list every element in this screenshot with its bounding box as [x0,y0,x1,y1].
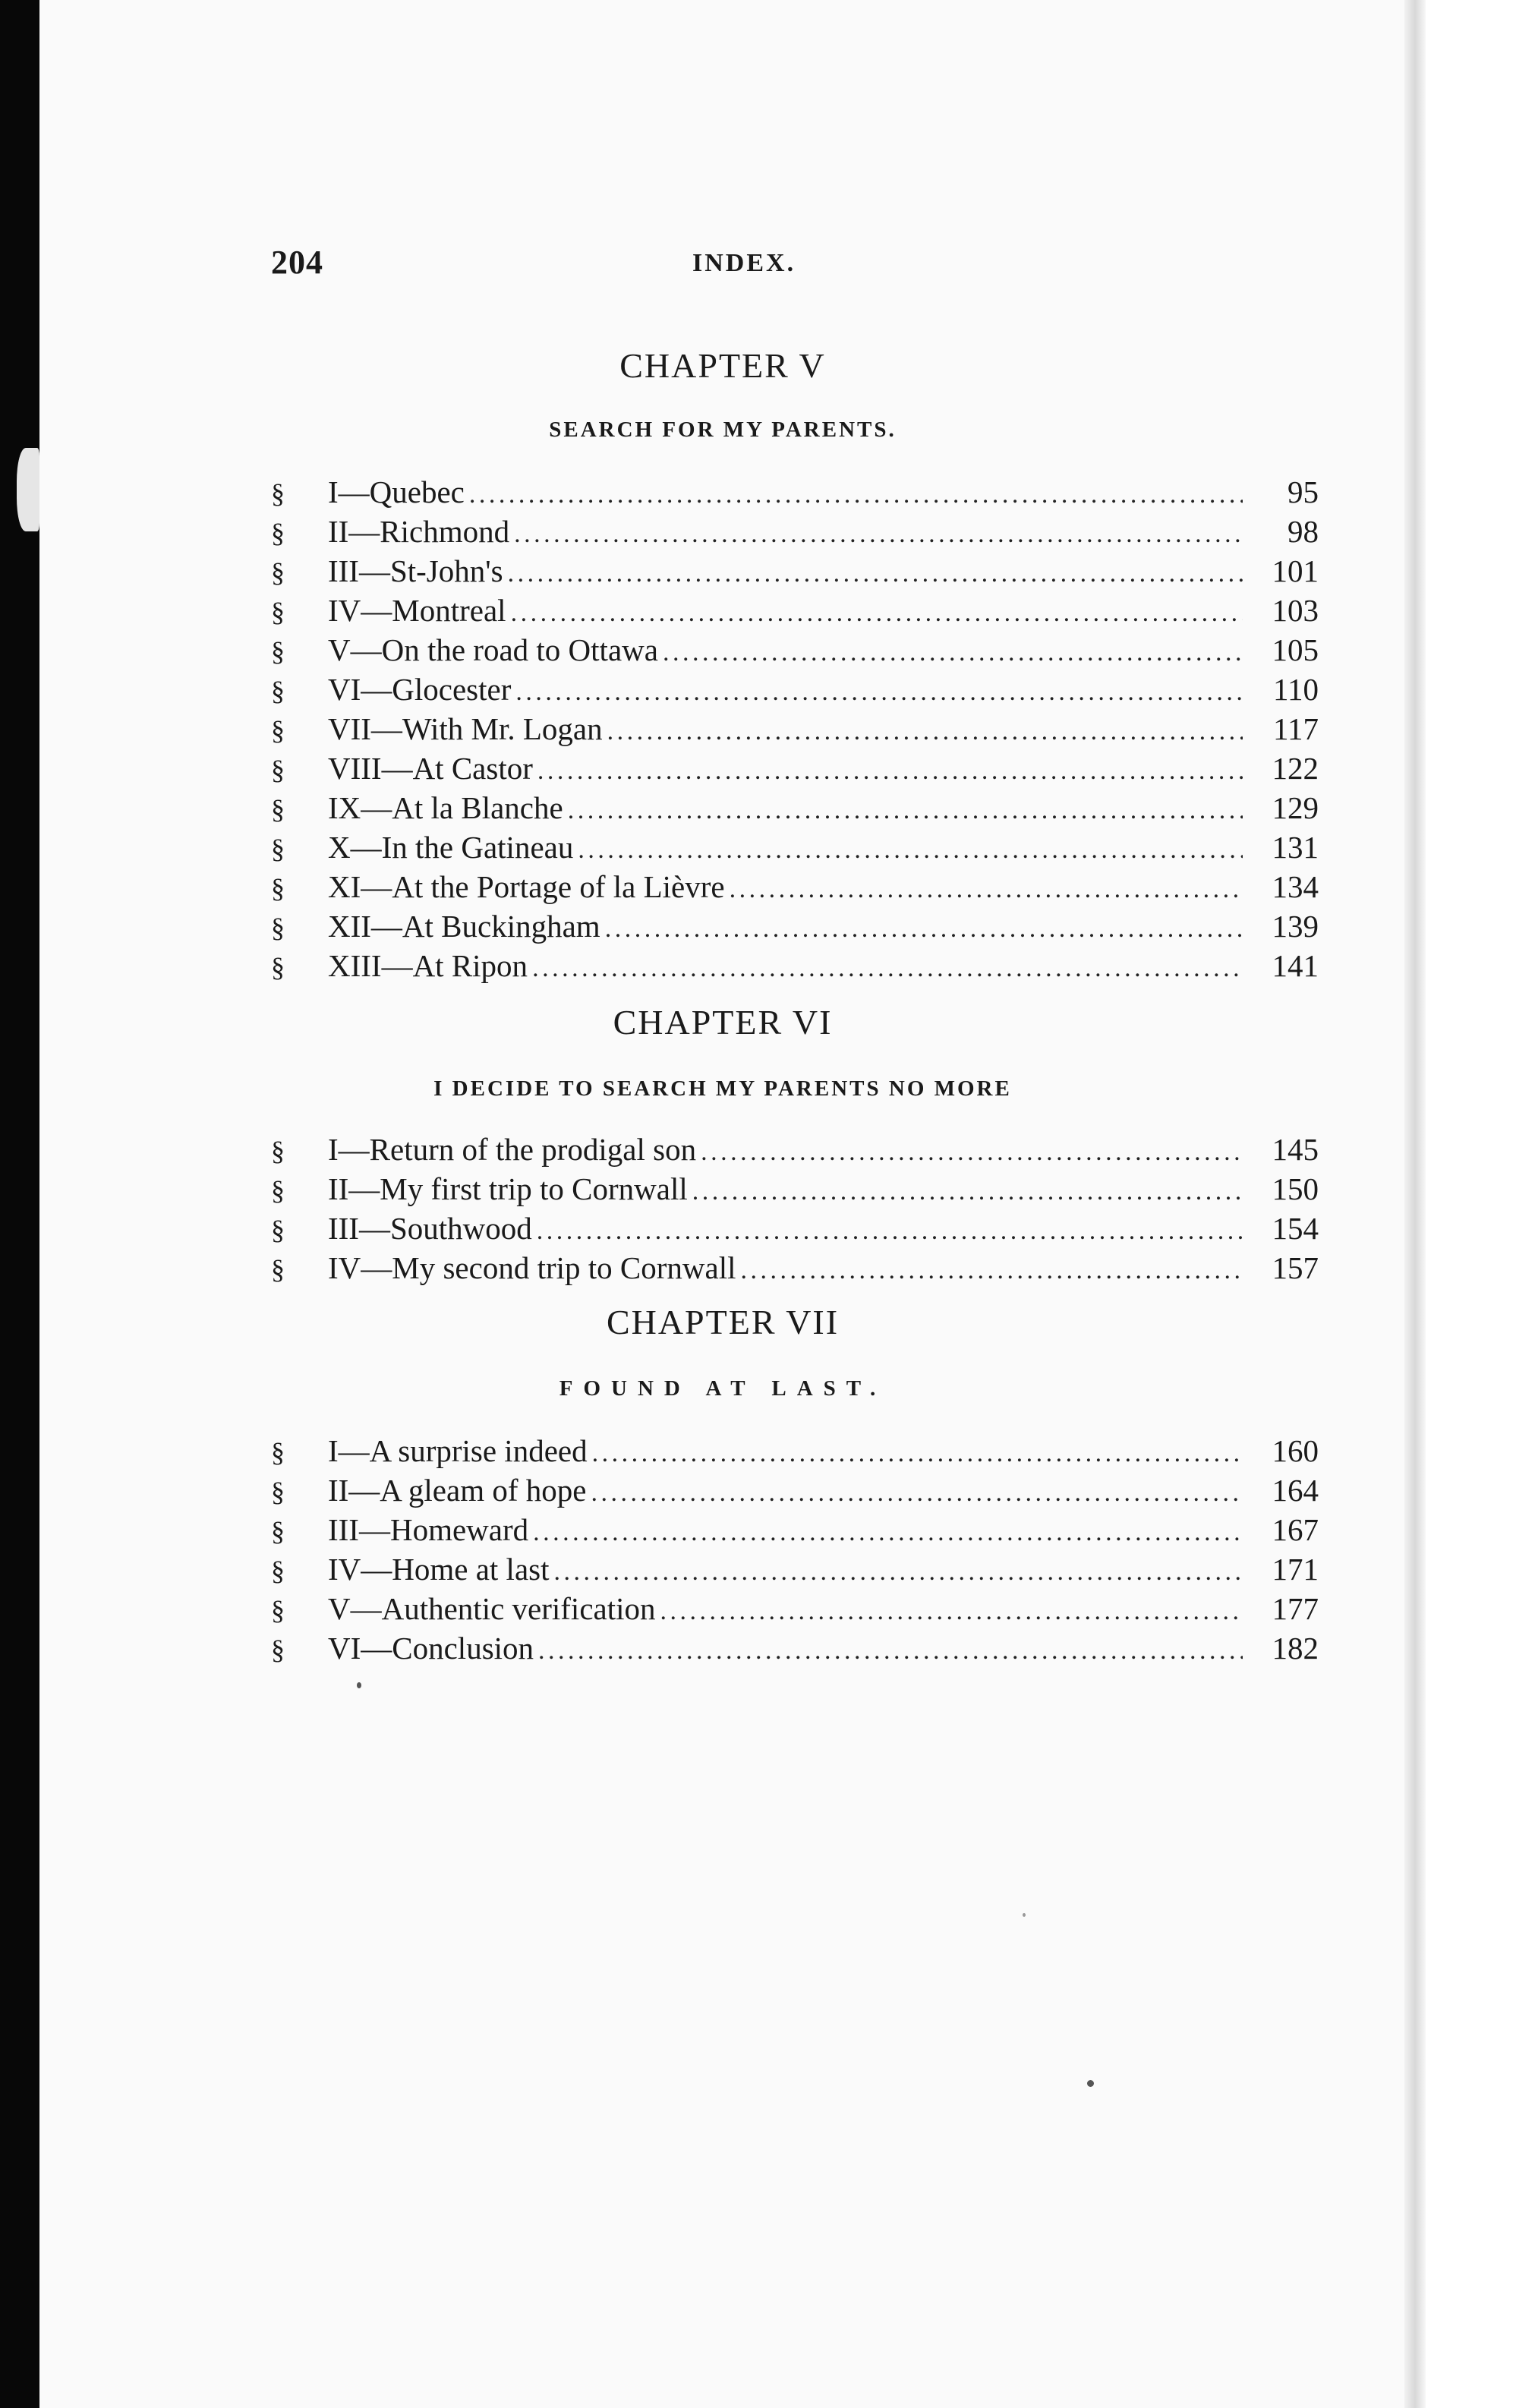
toc-entry [271,867,1319,906]
page-reference: 150 [1272,1171,1319,1206]
page-reference: 98 [1287,514,1319,549]
entry-title: III—St-John's [328,553,503,588]
section-symbol: § [271,1516,285,1546]
section-symbol: § [271,518,285,548]
dot-leader [578,831,1243,870]
page-reference: 164 [1272,1473,1319,1508]
dot-leader [730,870,1243,909]
section-symbol: § [271,952,285,982]
page-reference: 117 [1273,711,1319,746]
section-symbol: § [271,912,285,943]
page-reference: 122 [1272,751,1319,786]
chapter-entry-list [271,472,1319,985]
chapter-heading: CHAPTER VII [606,1303,840,1341]
page-reference: 182 [1272,1631,1319,1666]
chapter-subtitle: FOUND AT LAST. [559,1376,887,1401]
toc-entry [271,591,1319,630]
dot-leader [607,712,1243,752]
page-reference: 110 [1273,672,1319,707]
section-symbol: § [271,794,285,824]
toc-entry [271,827,1319,867]
dot-leader [701,1133,1243,1172]
toc-entry [271,551,1319,591]
section-symbol: § [271,478,285,509]
entry-title: XII—At Buckingham [328,909,600,944]
chapter-entry-list [271,1130,1319,1288]
page-reference: 134 [1272,869,1319,904]
section-symbol: § [271,1477,285,1507]
toc-entry [271,1209,1319,1248]
toc-entry [271,630,1319,670]
dot-leader [660,1592,1243,1631]
entry-title: III—Southwood [328,1211,532,1246]
dot-leader [515,673,1243,712]
page-reference: 101 [1272,553,1319,588]
entry-title: I—Quebec [328,474,465,509]
dot-leader [514,515,1243,554]
toc-entry [271,1130,1319,1169]
section-symbol: § [271,834,285,864]
entry-title: II—Richmond [328,514,510,549]
entry-title: I—Return of the prodigal son [328,1132,697,1167]
dot-leader [511,594,1243,633]
entry-title: XIII—At Ripon [328,948,528,983]
book-page [39,0,1406,2408]
page-gutter-shadow [1404,0,1426,2408]
toc-entry [271,709,1319,749]
page-reference: 145 [1272,1132,1319,1167]
page-reference: 160 [1272,1433,1319,1468]
page-reference: 103 [1272,593,1319,628]
toc-entry [271,788,1319,827]
entry-title: IV—Montreal [328,593,506,628]
dot-leader [605,909,1243,949]
dot-leader [532,949,1243,988]
chapter-subtitle: I DECIDE TO SEARCH MY PARENTS NO MORE [433,1076,1012,1101]
entry-title: X—In the Gatineau [328,830,574,865]
toc-entry [271,1248,1319,1288]
section-symbol: § [271,1634,285,1665]
section-symbol: § [271,597,285,627]
section-symbol: § [271,873,285,903]
page-reference: 154 [1272,1211,1319,1246]
running-title: INDEX. [692,249,796,277]
entry-title: VIII—At Castor [328,751,533,786]
section-symbol: § [271,715,285,745]
entry-title: III—Homeward [328,1512,529,1547]
section-symbol: § [271,557,285,588]
toc-entry [271,749,1319,788]
toc-entry [271,906,1319,946]
dot-leader [508,554,1243,594]
toc-entry [271,1431,1319,1470]
dot-leader [568,791,1243,831]
toc-entry [271,1169,1319,1209]
toc-entry [271,670,1319,709]
dot-leader [592,1434,1243,1473]
section-symbol: § [271,1215,285,1245]
dot-leader [533,1513,1243,1552]
page-reference: 157 [1272,1250,1319,1285]
page-reference: 95 [1287,474,1319,509]
entry-title: V—On the road to Ottawa [328,632,658,667]
dot-leader [663,633,1243,673]
entry-title: IX—At la Blanche [328,790,563,825]
toc-entry [271,946,1319,985]
section-symbol: § [271,755,285,785]
toc-entry [271,472,1319,512]
section-symbol: § [271,1555,285,1586]
entry-title: IV—Home at last [328,1552,550,1587]
section-symbol: § [271,676,285,706]
page-reference: 131 [1272,830,1319,865]
chapter-subtitle: SEARCH FOR MY PARENTS. [549,418,897,442]
entry-title: VI—Conclusion [328,1631,534,1666]
dot-leader [591,1473,1243,1513]
page-reference: 129 [1272,790,1319,825]
chapter-heading: CHAPTER V [619,346,826,385]
dot-leader [740,1251,1243,1291]
paper-speck [1087,2080,1094,2087]
entry-title: XI—At the Portage of la Lièvre [328,869,725,904]
toc-entry [271,1549,1319,1589]
section-symbol: § [271,1595,285,1625]
page-reference: 171 [1272,1552,1319,1587]
scan-dark-edge [0,0,39,2408]
entry-title: VII—With Mr. Logan [328,711,603,746]
page-reference: 139 [1272,909,1319,944]
page-reference: 141 [1272,948,1319,983]
section-symbol: § [271,636,285,667]
entry-title: II—A gleam of hope [328,1473,587,1508]
page-reference: 177 [1272,1591,1319,1626]
dot-leader [469,475,1243,515]
running-head [271,243,1319,288]
paper-speck [357,1682,361,1688]
entry-title: IV—My second trip to Cornwall [328,1250,736,1285]
paper-speck [1023,1913,1026,1917]
page-reference: 105 [1272,632,1319,667]
page-reference: 167 [1272,1512,1319,1547]
chapter-heading: CHAPTER VI [613,1003,833,1042]
entry-title: I—A surprise indeed [328,1433,588,1468]
toc-entry [271,1589,1319,1628]
entry-title: VI—Glocester [328,672,512,707]
section-symbol: § [271,1254,285,1284]
section-symbol: § [271,1437,285,1467]
scan-edge-speck [17,448,39,531]
dot-leader [692,1172,1243,1212]
entry-title: V—Authentic verification [328,1591,656,1626]
toc-entry [271,1510,1319,1549]
dot-leader [537,752,1243,791]
dot-leader [538,1631,1243,1671]
dot-leader [553,1552,1243,1592]
section-symbol: § [271,1136,285,1166]
dot-leader [537,1212,1243,1251]
toc-entry [271,1628,1319,1668]
toc-entry [271,1470,1319,1510]
entry-title: II—My first trip to Cornwall [328,1171,688,1206]
section-symbol: § [271,1175,285,1206]
chapter-entry-list [271,1431,1319,1668]
page-number: 204 [271,244,323,281]
toc-entry [271,512,1319,551]
